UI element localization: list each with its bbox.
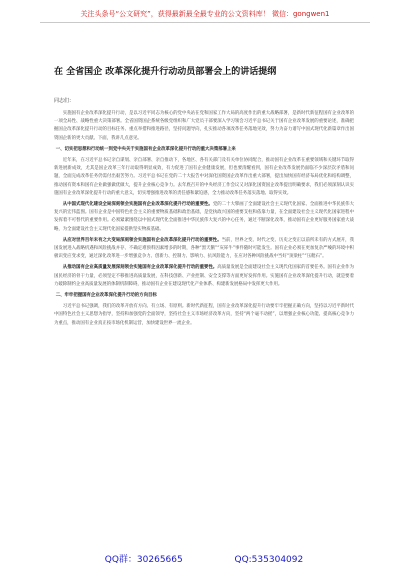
body-paragraph [54, 201, 354, 234]
body-paragraph [54, 264, 354, 289]
section-heading: 二、牢牢把握国有企业改革深化提升行动的方向目标 [55, 293, 157, 299]
body-paragraph: 近年来，在习近平总书记亲自谋划、亲自部署、亲自推动下，各地区、各有关部门及有关单位协同配合，推动国有企业改革在重要领域和关键环节取得新进展新成效，尤其是国企改革三年行动取得明显成效，有力促进了国有企业健康发展，但也要清醒看到，国有企业改革发展仍面临不少深层次矛盾和问题，全面完成改革任务仍需付出艰苦努力。习近平总书记在党的二十大报告中对深化国资国企改革作出重大部署，提出加快国有经济布局优化和结构调整，推动国有资本和国有企业做强做优做大，提升企业核心竞争力。去年底召开的中央经济工作会议又对深化国资国企改革提出明确要求，我们必须深刻认识实施国有企业改革深化提升行动的重大意义，切实增强推进改革的责任感和紧迫感，全力推动改革任务落实落地、取得实效。 [54, 158, 354, 196]
footer-contact [0, 554, 408, 566]
body-paragraph [54, 237, 354, 262]
paragraph-lead: 从中国式现代化建设全局深刻领会实施国有企业改革深化提升行动的重要性。 [62, 202, 213, 208]
paragraph-text: 当前，世界之变、时代之变、历史之变正以前所未有的方式展开，我国发展进入战略机遇和风险挑战并存、不确定难预料因素增多的时期，各种“黑天鹅”“灰犀牛”事件随时可能发生。国有企业必须在更加复杂严峻的环境中积极识变应变求变，通过深化改革进一步增强竞争力、创新力、控制力、影响力、抗风险能力，在应对各种风险挑战中当好“顶梁柱”“压舱石”。 [54, 237, 354, 260]
salutation: 同志们： [54, 98, 75, 104]
wechat-promo-banner: 关注头条号“公文研究”，获得最新最全最专业的公文资料库！ 微信：gongwen1 [80, 10, 330, 18]
paragraph-lead: 从应对世界百年未有之大变局深刻领会实施国有企业改革深化提升行动的重要性。 [62, 237, 222, 243]
page-title: 在 全省国企 改革深化提升行动动员部署会上的讲话提纲 [54, 67, 277, 77]
section-heading: 一、切实把思想和行动统一到党中央关于实施国有企业改革深化提升行动的重大决策部署上来 [55, 146, 236, 152]
qq-group-number: QQ群：30265665 [104, 555, 183, 565]
header-divider [40, 22, 370, 23]
paragraph-text: 高质量发展是全面建设社会主义现代化国家的首要任务。国有企业作为国民经济的骨干力量，必须坚定不移推进高质量发展，在科技创新、产业控制、安全支撑等方面更好发挥作用。实施国有企业改革深化提升行动，就是要着力破除制约企业高质量发展的体制机制障碍，推动国有企业在建设现代化产业体系、构建新发展格局中发挥更大作用。 [54, 265, 354, 287]
paragraph-lead: 从推动国有企业高质量发展深刻领会实施国有企业改革深化提升行动的重要性。 [62, 265, 218, 271]
body-paragraph: 实施国有企业改革深化提升行动，是以习近平同志为核心的党中央站在党和国家工作大局的高度作出的重大战略部署，是新时代新征程国有企业改革的一项全局性、战略性重大决策部署。全省国资国企系统各级党组织和广大党员干部要深入学习领会习近平总书记关于国有企业改革发展的重要论述，准确把握国企改革深化提升行动的目标任务、重点举措和推进路径，坚持问题导向，扎实推动各项改革任务落地见效，努力为奋力谱写中国式现代化新篇章作出国资国企新的更大贡献。下面，我讲几点意见。 [54, 111, 354, 141]
paragraph-text: 党的二十大擘画了全面建设社会主义现代化国家、全面推进中华民族伟大复兴的宏伟蓝图。国有企业是中国特色社会主义的重要物质基础和政治基础，是党执政兴国的重要支柱和依靠力量，在全面建设社会主义现代化国家进程中发挥着不可替代的重要作用。必须紧紧围绕以中国式现代化全面推进中华民族伟大复兴的中心任务，通过不断深化改革，推动国有企业更好服务国家重大战略，为全面建设社会主义现代化国家提供坚实物质基础。 [54, 202, 354, 232]
speech-body [54, 110, 354, 331]
qq-number: QQ:535304092 [234, 555, 304, 565]
body-paragraph: 习近平总书记强调，我们的改革开放有方向、有立场、有原则。新时代新征程，国有企业改革深化提升行动要牢牢把握正确方向，坚持以习近平新时代中国特色社会主义思想为指导，坚持和加强党的全面领导，坚持社会主义市场经济改革方向，坚持“两个毫不动摇”，以增强企业核心功能、提高核心竞争力为重点，推动国有企业真正按市场化机制运营，加快建设世界一流企业。 [54, 304, 354, 326]
